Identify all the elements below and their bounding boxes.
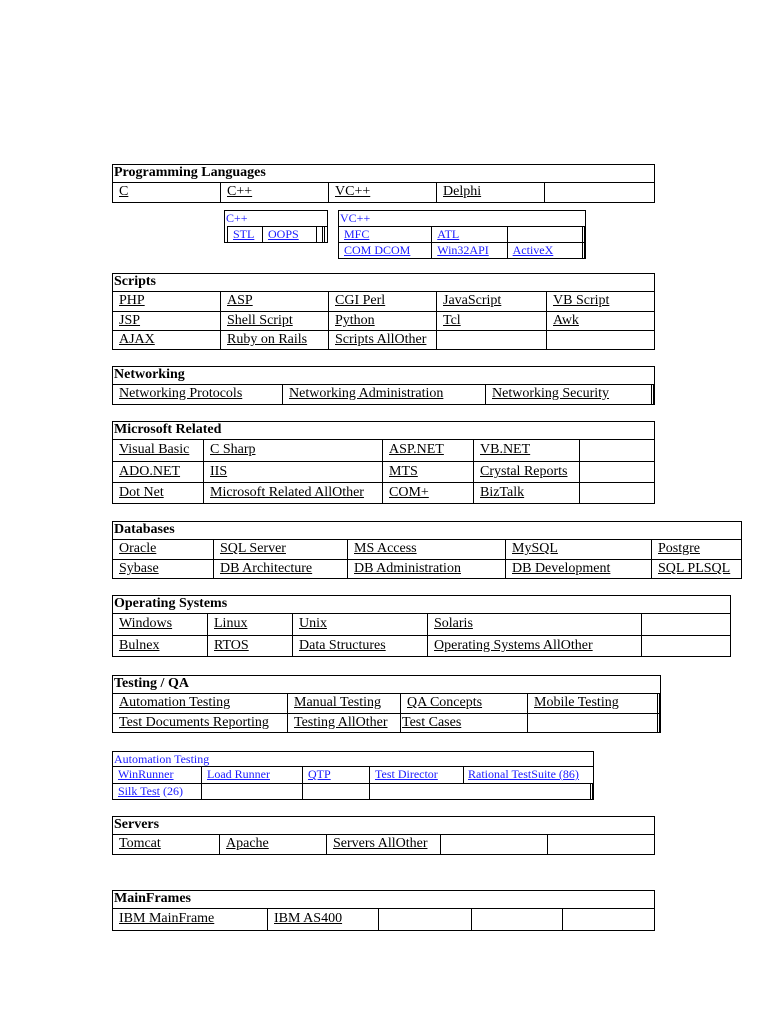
scripts-table (112, 273, 655, 350)
link-sybase[interactable]: Sybase (113, 560, 214, 578)
link-networking-security[interactable]: Networking Security (486, 385, 654, 404)
subtable-title: VC++ (340, 211, 371, 225)
link-python[interactable]: Python (329, 312, 437, 330)
link-c-sharp[interactable]: C Sharp (204, 440, 383, 461)
empty-cell (379, 909, 472, 930)
link-asp[interactable]: ASP (221, 292, 329, 311)
link-networking-administration[interactable]: Networking Administration (283, 385, 486, 404)
link-iis[interactable]: IIS (204, 462, 383, 482)
subtable-title: C++ (226, 211, 248, 225)
link-db-development[interactable]: DB Development (506, 560, 652, 578)
link-activex[interactable]: ActiveX (508, 243, 585, 258)
empty-cell (528, 714, 660, 732)
link-oracle[interactable]: Oracle (113, 540, 214, 559)
link-atl[interactable]: ATL (432, 227, 507, 242)
link-solaris[interactable]: Solaris (428, 614, 642, 635)
section-title: Microsoft Related (113, 422, 654, 440)
empty-cell (580, 462, 654, 482)
section-title: Scripts (113, 274, 654, 292)
link-mfc[interactable]: MFC (339, 227, 432, 242)
link-dot-net[interactable]: Dot Net (113, 483, 204, 503)
section-title: MainFrames (113, 891, 654, 909)
empty-cell (303, 784, 370, 799)
link-biztalk[interactable]: BizTalk (474, 483, 580, 503)
link-tomcat[interactable]: Tomcat (113, 835, 220, 854)
empty-cell (437, 331, 547, 349)
link-ibm-as400[interactable]: IBM AS400 (268, 909, 379, 930)
link-test-documents-reporting[interactable]: Test Documents Reporting (113, 714, 288, 732)
vcpp-subtable (338, 210, 586, 259)
networking-table (112, 366, 655, 405)
link-tcl[interactable]: Tcl (437, 312, 547, 330)
link-silk-test[interactable]: Silk Test (118, 784, 160, 798)
empty-cell (642, 614, 730, 635)
databases-table (112, 521, 742, 579)
link-cpp[interactable]: C++ (221, 183, 329, 202)
link-operating-systems-allother[interactable]: Operating Systems AllOther (428, 636, 642, 656)
link-shell-script[interactable]: Shell Script (221, 312, 329, 330)
empty-cell (370, 784, 593, 799)
link-scripts-allother[interactable]: Scripts AllOther (329, 331, 437, 349)
link-qtp[interactable]: QTP (303, 767, 370, 783)
microsoft-related-table (112, 421, 655, 504)
link-vb-script[interactable]: VB Script (553, 293, 610, 308)
link-javascript[interactable]: JavaScript (437, 292, 547, 311)
empty-cell (472, 909, 563, 930)
link-db-administration[interactable]: DB Administration (348, 560, 506, 578)
empty-cell (202, 784, 303, 799)
link-php[interactable]: PHP (113, 292, 221, 311)
link-com-dcom[interactable]: COM DCOM (339, 243, 432, 258)
link-ado-net[interactable]: ADO.NET (113, 462, 204, 482)
link-jsp[interactable]: JSP (113, 312, 221, 330)
link-mysql[interactable]: MySQL (506, 540, 652, 559)
link-postgre[interactable]: Postgre (658, 541, 700, 556)
link-ruby-on-rails[interactable]: Ruby on Rails (221, 331, 329, 349)
link-vcpp[interactable]: VC++ (329, 183, 437, 202)
link-awk[interactable]: Awk (553, 313, 579, 328)
automation-testing-subtable (112, 751, 594, 800)
empty-cell (545, 183, 654, 202)
link-microsoft-related-allother[interactable]: Microsoft Related AllOther (204, 483, 383, 503)
programming-languages-table (112, 164, 655, 203)
empty-cell (642, 636, 730, 656)
link-ajax[interactable]: AJAX (113, 331, 221, 349)
empty-cell (441, 835, 548, 854)
link-servers-allother[interactable]: Servers AllOther (327, 835, 441, 854)
section-title: Programming Languages (113, 165, 654, 183)
link-windows[interactable]: Windows (113, 614, 208, 635)
link-crystal-reports[interactable]: Crystal Reports (474, 462, 580, 482)
link-vb-net[interactable]: VB.NET (474, 440, 580, 461)
link-mts[interactable]: MTS (383, 462, 474, 482)
link-test-cases[interactable]: Test Cases (401, 714, 528, 732)
link-linux[interactable]: Linux (208, 614, 293, 635)
empty-cell (547, 331, 654, 349)
link-stl[interactable]: STL (227, 227, 263, 242)
link-qa-concepts[interactable]: QA Concepts (401, 694, 528, 713)
link-win32api[interactable]: Win32API (432, 243, 507, 258)
section-title: Operating Systems (113, 596, 730, 614)
operating-systems-table (112, 595, 731, 657)
subtable-title: Automation Testing (113, 752, 593, 767)
link-manual-testing[interactable]: Manual Testing (288, 694, 401, 713)
link-automation-testing[interactable]: Automation Testing (113, 694, 288, 713)
link-sql-plsql[interactable]: SQL PLSQL (658, 561, 731, 576)
link-sql-server[interactable]: SQL Server (214, 540, 348, 559)
silk-test-cell[interactable] (113, 784, 202, 799)
link-networking-protocols[interactable]: Networking Protocols (113, 385, 283, 404)
link-unix[interactable]: Unix (293, 614, 428, 635)
empty-cell (508, 227, 585, 242)
link-test-director[interactable]: Test Director (370, 767, 464, 783)
link-c[interactable]: C (113, 183, 221, 202)
link-visual-basic[interactable]: Visual Basic (113, 440, 204, 461)
link-ibm-mainframe[interactable]: IBM MainFrame (113, 909, 268, 930)
link-rational-testsuite[interactable]: Rational TestSuite (86) (468, 767, 579, 781)
link-rtos[interactable]: RTOS (208, 636, 293, 656)
section-title: Testing / QA (113, 676, 660, 694)
testing-qa-table (112, 675, 661, 733)
servers-table (112, 816, 655, 855)
link-load-runner[interactable]: Load Runner (202, 767, 303, 783)
link-ms-access[interactable]: MS Access (348, 540, 506, 559)
empty-cell (580, 483, 654, 503)
link-asp-net[interactable]: ASP.NET (383, 440, 474, 461)
link-apache[interactable]: Apache (220, 835, 327, 854)
empty-cell (548, 835, 654, 854)
section-title: Servers (113, 817, 654, 835)
empty-cell (580, 440, 654, 461)
link-winrunner[interactable]: WinRunner (113, 767, 202, 783)
mainframes-table (112, 890, 655, 931)
empty-cell (563, 909, 654, 930)
silk-test-count: (26) (159, 784, 183, 798)
section-title: Networking (113, 367, 654, 385)
link-cgi-perl[interactable]: CGI Perl (329, 292, 437, 311)
link-com-plus[interactable]: COM+ (383, 483, 474, 503)
link-mobile-testing[interactable]: Mobile Testing (528, 694, 660, 713)
link-oops[interactable]: OOPS (263, 227, 317, 242)
section-title: Databases (113, 522, 741, 540)
link-data-structures[interactable]: Data Structures (293, 636, 428, 656)
link-testing-allother[interactable]: Testing AllOther (288, 714, 401, 732)
cpp-subtable (224, 210, 328, 243)
link-db-architecture[interactable]: DB Architecture (214, 560, 348, 578)
link-bulnex[interactable]: Bulnex (113, 636, 208, 656)
link-delphi[interactable]: Delphi (437, 183, 545, 202)
empty-cell (317, 227, 325, 242)
